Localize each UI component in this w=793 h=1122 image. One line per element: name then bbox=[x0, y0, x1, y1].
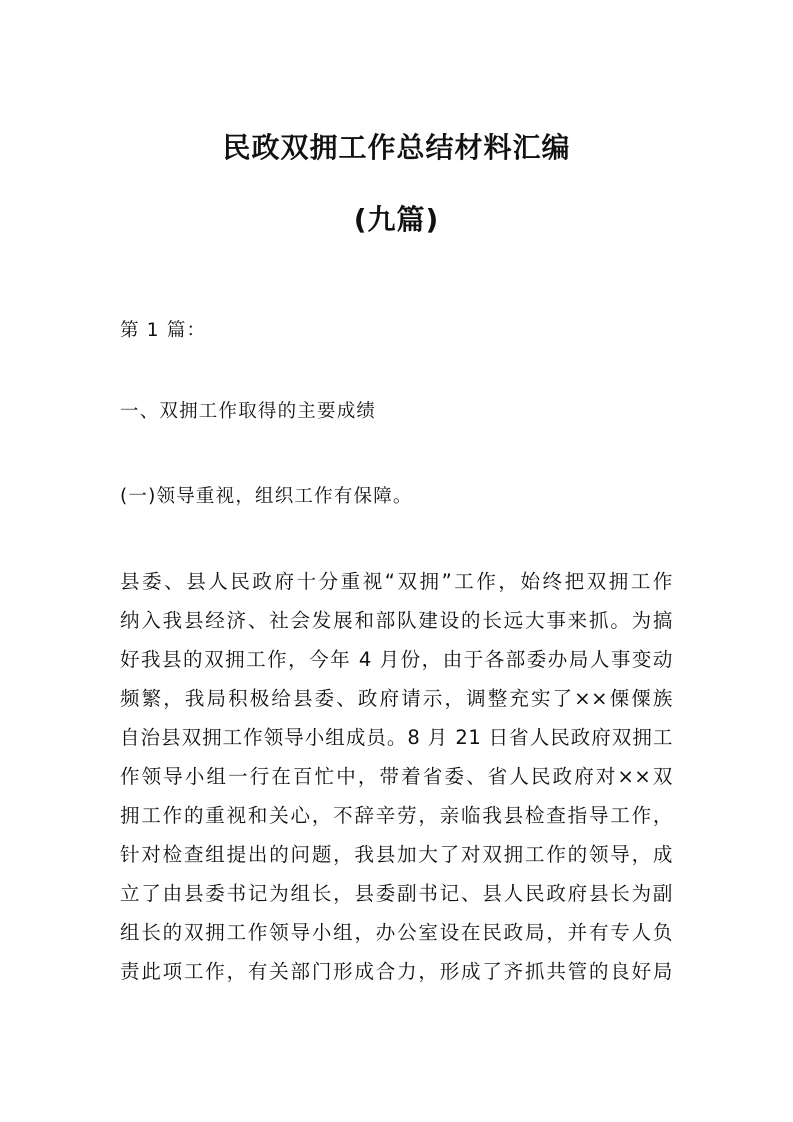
paragraph-line: 县委、县人民政府十分重视“双拥”工作，始终把双拥工作 bbox=[120, 570, 673, 593]
paragraph-line: 组长的双拥工作领导小组，办公室设在民政局，并有专人负 bbox=[120, 921, 673, 944]
body-paragraph bbox=[120, 562, 673, 991]
paragraph-line: 好我县的双拥工作，今年 4 月份，由于各部委办局人事变动 bbox=[120, 648, 673, 671]
paragraph-line: 频繁，我局积极给县委、政府请示，调整充实了××傈僳族 bbox=[120, 687, 673, 710]
paragraph-line: 责此项工作，有关部门形成合力，形成了齐抓共管的良好局 bbox=[120, 960, 673, 983]
document-subtitle: (九篇) bbox=[353, 203, 440, 236]
document-title: 民政双拥工作总结材料汇编 bbox=[222, 131, 571, 164]
paragraph-line: 拥工作的重视和关心，不辞辛劳，亲临我县检查指导工作， bbox=[120, 804, 673, 827]
paragraph-line: 自治县双拥工作领导小组成员。8 月 21 日省人民政府双拥工 bbox=[120, 726, 673, 749]
paragraph-line: 纳入我县经济、社会发展和部队建设的长远大事来抓。为搞 bbox=[120, 609, 673, 632]
chapter-label: 第 1 篇： bbox=[120, 320, 207, 341]
paragraph-line: 作领导小组一行在百忙中，带着省委、省人民政府对××双 bbox=[120, 765, 673, 788]
paragraph-line: 针对检查组提出的问题，我县加大了对双拥工作的领导，成 bbox=[120, 843, 673, 866]
subsection-heading: (一)领导重视，组织工作有保障。 bbox=[120, 486, 413, 507]
paragraph-line: 立了由县委书记为组长，县委副书记、县人民政府县长为副 bbox=[120, 882, 673, 905]
section-heading: 一、双拥工作取得的主要成绩 bbox=[120, 401, 377, 422]
